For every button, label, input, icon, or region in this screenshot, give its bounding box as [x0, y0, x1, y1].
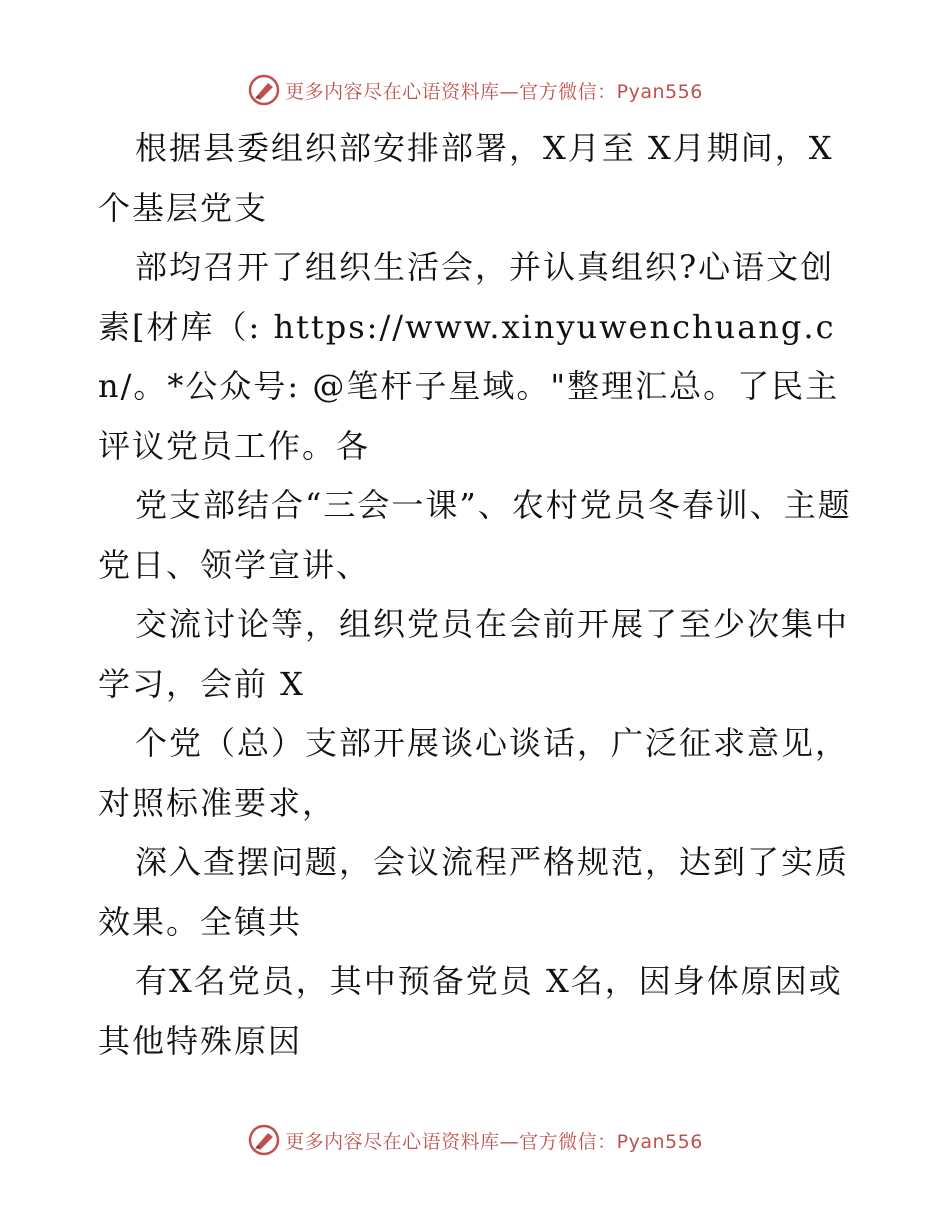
- paragraph: 交流讨论等，组织党员在会前开展了至少次集中学习，会前 X: [98, 605, 850, 703]
- paragraph: 有X名党员，其中预备党员 X名，因身体原因或其他特殊原因: [98, 962, 843, 1060]
- pen-nib-logo-icon: [247, 73, 281, 107]
- paragraph: 个党（总）支部开展谈心谈话，广泛征求意见，对照标准要求，: [98, 724, 850, 822]
- paragraph: 根据县委组织部安排部署，X月至 X月期间，X个基层党支: [98, 129, 834, 227]
- paragraph: 深入查摆问题，会议流程严格规范，达到了实质效果。全镇共: [98, 843, 850, 941]
- footer-banner-text: 更多内容尽在心语资料库—官方微信：Pyan556: [285, 1130, 703, 1153]
- document-body: [98, 119, 858, 1071]
- pen-nib-logo-icon: [247, 1123, 281, 1157]
- paragraph: 党支部结合“三会一课”、农村党员冬春训、主题党日、领学宣讲、: [98, 486, 852, 584]
- footer-banner: [0, 1120, 950, 1160]
- header-banner-text: 更多内容尽在心语资料库—官方微信：Pyan556: [285, 80, 703, 103]
- header-banner: [0, 70, 950, 110]
- paragraph: 部均召开了组织生活会，并认真组织?心语文创素[材库（: https://www.xinyuwenchuang.cn/。*公众号: @笔杆子星域。"整理汇总。了民主评议党员工作。各: [98, 248, 840, 465]
